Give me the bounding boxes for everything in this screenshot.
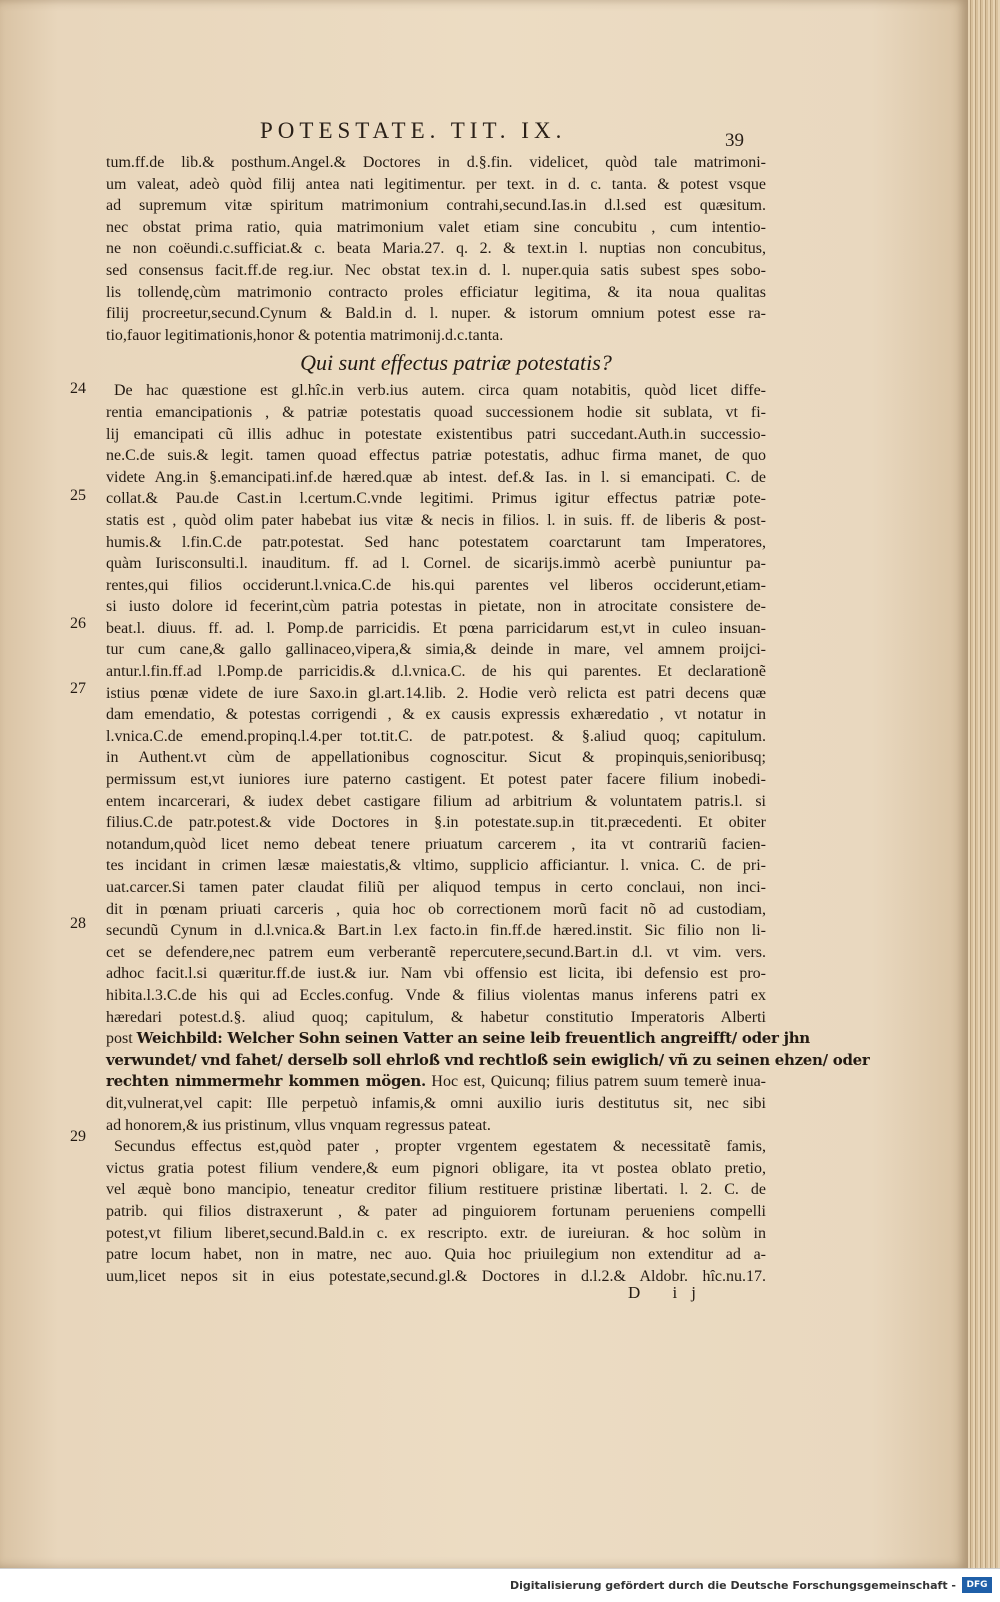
text-line: notandum,quòd licet nemo debeat tenere priuatum carcerem , ita vt contrariũ facien- (106, 835, 766, 853)
paragraph-2 (106, 380, 870, 1136)
text-line: patre locum habet, non in matre, nec auo. Quia hoc priuilegium non extenditur ad a- (106, 1246, 766, 1264)
page-edge (968, 0, 1000, 1568)
text-line: rentia emancipationis , & patriæ potestatis quoad successionem hodie sit sublata, vt fi- (106, 403, 766, 421)
text-line: tum.ff.de lib.& posthum.Angel.& Doctores in d.§.fin. videlicet, quòd tale matrimoni- (106, 154, 766, 171)
text-line-mixed (106, 1071, 766, 1093)
text-line: tur cum cane,& gallo gallinaceo,vipera,& simia,& deinde in mare, vel amnem proijci- (106, 641, 766, 659)
text-line: tio,fauor legitimationis,honor & potentia matrimonij.d.c.tanta. (106, 326, 504, 344)
paragraph-1 (106, 152, 766, 346)
text-line: filij procreetur,secund.Cynum & Bald.in d. l. nuper. & istorum omnium potest esse ra- (106, 305, 766, 323)
text-line: De hac quæstione est gl.hîc.in verb.ius autem. circa quam notabitis, quòd licet diffe- (114, 382, 766, 400)
text-line: patrib. qui filios distraxerunt , & pater ad pinguiorem fortunam perueniens compelli (106, 1202, 766, 1220)
text-line: antur.l.fin.ff.ad l.Pomp.de parricidis.& d.l.vnica.C. de his qui parentes. Et declarationẽ (106, 663, 766, 681)
text-line: lis tollendę,cùm matrimonio contracto proles efficiatur legitima, & ita noua qualitas (106, 283, 766, 301)
german-quotation: verwundet/ vnd fahet/ derselb soll ehrloß vnd rechtloß sein ewiglich/ vñ zu seinen ehzen/ oder (106, 1050, 870, 1069)
main-text (106, 152, 870, 1287)
text-line: dit in pœnam priuati carceris , quia hoc ob correctionem morũ facit nõ ad custodiam, (106, 900, 766, 918)
text-line: statis est , quòd olim pater habebat ius vitæ & necis in filios. l. in suis. ff. de liberis & post- (106, 511, 766, 529)
text-line: filius.C.de patr.potest.& vide Doctores in §.in potestate.sup.in tit.præcedenti. Et obiter (106, 814, 766, 832)
dfg-logo-icon: DFG (962, 1577, 992, 1593)
text-line: sed consensus facit.ff.de reg.iur. Nec obstat tex.in d. l. nuper.quia satis subest spes sobo- (106, 261, 766, 279)
text-line: rentes,qui filios occiderunt.l.vnica.C.de his.qui parentes vel liberos occiderunt,etiam- (106, 576, 766, 594)
text-fragment: post (106, 1030, 137, 1048)
text-line: uat.carcer.Si tamen pater claudat filiũ per aliquod tempus in certo conclaui, non inci- (106, 879, 766, 896)
text-line: humis.& l.fin.C.de patr.potestat. Sed hanc potestatem coarctarunt tam Imperatores, (106, 533, 766, 551)
text-line: videte Ang.in §.emancipati.inf.de hæred.quæ ab intest. def.& Ias. in l. si emancipati. C. de (106, 468, 766, 486)
text-line: uum,licet nepos sit in eius potestate,secund.gl.& Doctores in d.l.2.& Aldobr. hîc.nu.17. (106, 1267, 766, 1285)
text-line: dit,vulnerat,vel capit: Ille perpetuò infamis,& omni auxilio iuris destitutus sit, nec sibi (106, 1094, 766, 1112)
german-quotation: rechten nimmermehr kommen mögen. (106, 1072, 426, 1091)
text-line: vel æquè bono mancipio, teneatur creditor filium restituere pristinæ libertati. l. 2. C. de (106, 1181, 766, 1199)
text-line: victus gratia potest filium vendere,& eum pignori obligare, ita vt postea oblato pretio, (106, 1159, 766, 1177)
page-number: 39 (725, 130, 744, 151)
text-line: collat.& Pau.de Cast.in l.certum.C.vnde legitimi. Primus igitur effectus patriæ pote- (106, 490, 766, 508)
german-quotation: Weichbild: Welcher Sohn seinen Vatter an seine leib freuentlich angreifft/ oder jhn (136, 1029, 810, 1048)
text-line: ne.C.de suis.& legit. tamen quoad effectus patriæ potestatis, adhuc firma manet, de quo (106, 447, 766, 465)
text-line: adhoc facit.l.si quæritur.ff.de iust.& iur. Nam vbi offensio est licita, ibi defensio est pro- (106, 965, 766, 983)
paragraph-3 (106, 1136, 766, 1287)
text-line: si iusto dolore id fecerint,cùm patria potestas in pietate, non in atrocitate consistere de- (106, 598, 766, 616)
text-line: hæredari potest.d.§. aliud quoq; capitulum, & habetur constitutio Imperatoris Alberti (106, 1008, 766, 1026)
text-line: dam emendatio, & potestas corrigendi , & ex causis expressis exhæredatio , vt notatur in (106, 706, 766, 724)
text-fragment: Hoc est, Quicunq; filius patrem suum temerè inua- (425, 1073, 767, 1091)
marginal-number: 29 (70, 1128, 86, 1145)
text-line: ad supremum vitæ spiritum matrimonium contrahi,secund.Ias.in d.l.sed est quæsitum. (106, 197, 766, 215)
text-line: istius pœnæ videte de iure Saxo.in gl.art.14.lib. 2. Hodie verò relicta est patri decens quæ (106, 684, 766, 702)
text-line: quàm Iurisconsulti.l. inauditum. ff. ad l. Cornel. de sicarijs.immò acerbè puniuntur pa- (106, 555, 766, 573)
text-line-mixed (106, 1028, 810, 1050)
digitization-footer (0, 1568, 1000, 1602)
text-line: lij emancipati cũ illis adhuc in potestate existentibus patri succedant.Auth.in successio- (106, 425, 766, 443)
running-head: POTESTATE. TIT. IX. (260, 118, 567, 143)
text-line: ad honorem,& ius pristinum, vllus vnquam regressus pateat. (106, 1116, 491, 1134)
text-line: um valeat, adeò quòd filij antea nati legitimentur. per text. in d. c. tanta. & potest vsque (106, 175, 766, 193)
text-line: tes incidant in crimen læsæ maiestatis,& vltimo, supplicio afficiantur. l. vnica. C. de pri- (106, 857, 766, 875)
text-line: hibita.l.3.C.de his qui ad Eccles.confug. Vnde & filius violentas manus inferens patri ex (106, 986, 766, 1004)
text-line: nec obstat prima ratio, quia matrimonium valet etiam sine concubitu , cum intentio- (106, 218, 766, 236)
text-line: entem incarcerari, & iudex debet castigare filium ad arbitrium & voluntatem patris.l. si (106, 792, 766, 810)
marginal-number: 28 (70, 915, 86, 932)
marginal-number: 24 (70, 380, 86, 397)
footer-credit: Digitalisierung gefördert durch die Deutsche Forschungsgemeinschaft - (509, 1579, 956, 1592)
text-line: potest,vt filium liberet,secund.Bald.in c. ex rescripto. extr. de iureiuran. & hoc solùm in (106, 1224, 766, 1242)
text-line: cet se defendere,nec patrem eum verberantẽ repercutere,secund.Bart.in d.l. vt vim. vers. (106, 943, 766, 961)
text-line: permissum est,vt iuniores iure paterno castigent. Et potest pater facere filium inobedi- (106, 771, 766, 789)
text-line: beat.l. diuus. ff. ad. l. Pomp.de parricidis. Et pœna parricidarum est,vt in culeo insuan- (106, 619, 766, 637)
text-line: secundũ Cynum in d.l.vnica.& Bart.in l.ex facto.in fin.ff.de hæred.instit. Sic filio non li- (106, 922, 766, 940)
marginal-number: 26 (70, 615, 86, 632)
text-line: Secundus effectus est,quòd pater , propter vrgentem egestatem & necessitatẽ famis, (114, 1138, 766, 1156)
text-line: l.vnica.C.de emend.propinq.l.4.per tot.tit.C. de patr.potest. & §.aliud quoq; capitulum. (106, 727, 766, 745)
signature-mark: D ij (628, 1283, 710, 1302)
marginal-number: 27 (70, 680, 86, 697)
section-heading: Qui sunt effectus patriæ potestatis? (300, 350, 612, 376)
marginal-number: 25 (70, 487, 86, 504)
text-line: in Authent.vt cùm de appellationibus cognoscitur. Sicut & propinquis,senioribusq; (106, 749, 766, 767)
text-line: ne non coëundi.c.sufficiat.& c. beata Maria.27. q. 2. & text.in l. nuptias non concubitus, (106, 240, 766, 258)
